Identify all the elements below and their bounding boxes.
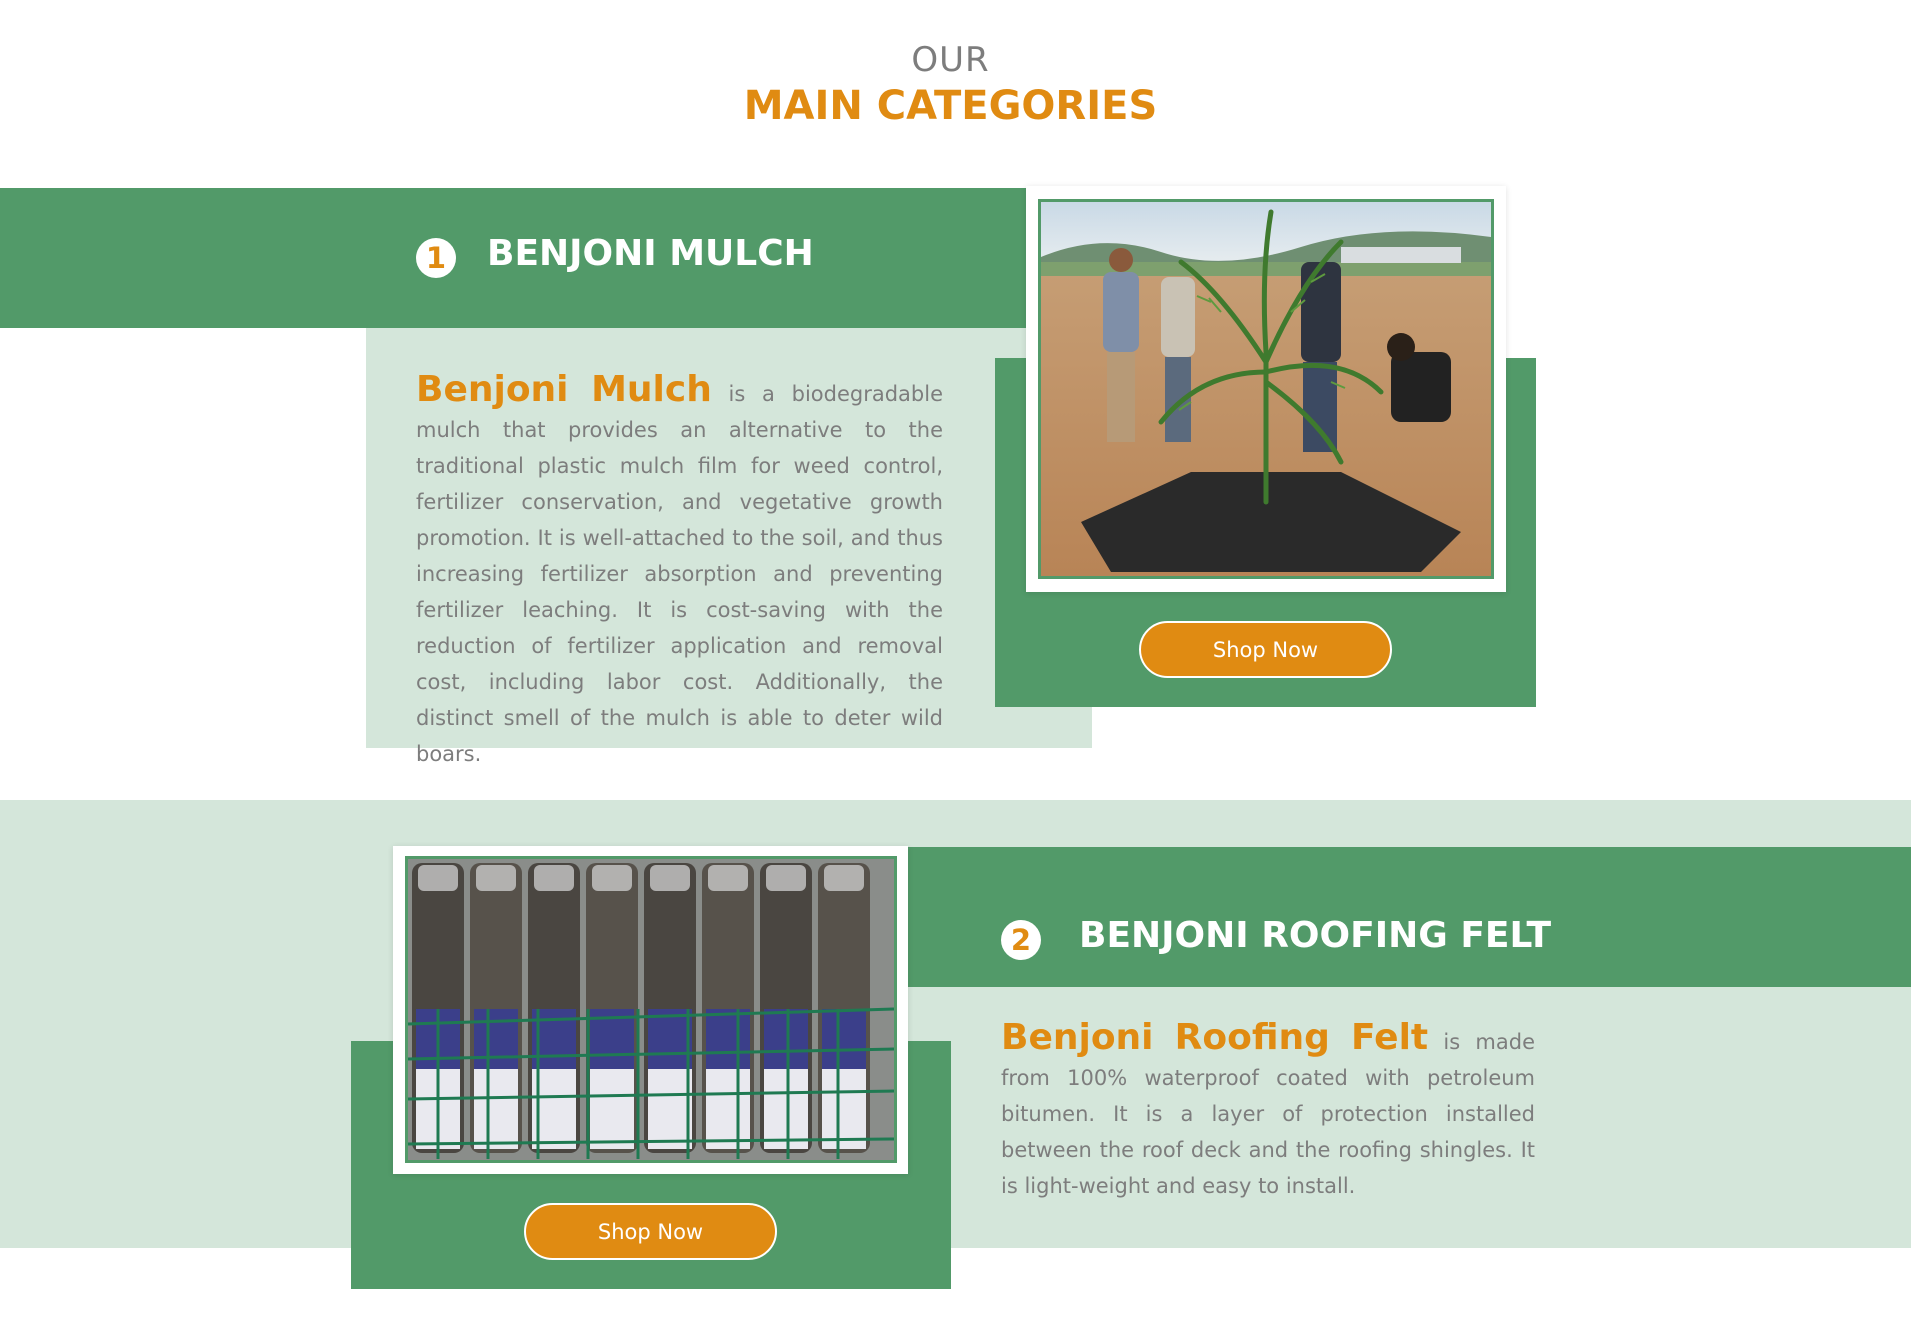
section-heading-main-categories: MAIN CATEGORIES bbox=[743, 83, 1158, 129]
category-1-shop-now-button[interactable]: Shop Now bbox=[1139, 621, 1392, 678]
category-2-title: BENJONI ROOFING FELT bbox=[1079, 915, 1552, 956]
category-2-description bbox=[1001, 1017, 1535, 1204]
category-2-number-badge: 2 bbox=[1001, 920, 1041, 960]
category-1-description bbox=[416, 369, 943, 772]
section-heading-our: OUR bbox=[911, 40, 990, 80]
category-1-title: BENJONI MULCH bbox=[487, 233, 814, 274]
category-2-shop-now-button[interactable]: Shop Now bbox=[524, 1203, 777, 1260]
category-1-description-text: is a biodegradable mulch that provides an alternative to the traditional plastic mulch film for weed control, fertilizer conservation, and vegetative growth promotion. It is well-attached to the soil, and thus increasing fertilizer absorption and preventing fertilizer leaching. It is cost-saving with the reduction of fertilizer application and removal cost, including labor cost. Additionally, the distinct smell of the mulch is able to deter wild boars. bbox=[416, 382, 943, 766]
category-2-lead: Benjoni Roofing Felt bbox=[1001, 1017, 1429, 1058]
oil-palm-field-photo bbox=[1038, 199, 1494, 579]
roofing-felt-rolls-photo bbox=[405, 856, 897, 1163]
category-1-lead: Benjoni Mulch bbox=[416, 369, 712, 410]
category-1-number-badge: 1 bbox=[416, 238, 456, 278]
category-2-description-text: is made from 100% waterproof coated with petroleum bitumen. It is a layer of protection installed between the roof deck and the roofing shingles. It is light-weight and easy to install. bbox=[1001, 1030, 1535, 1198]
